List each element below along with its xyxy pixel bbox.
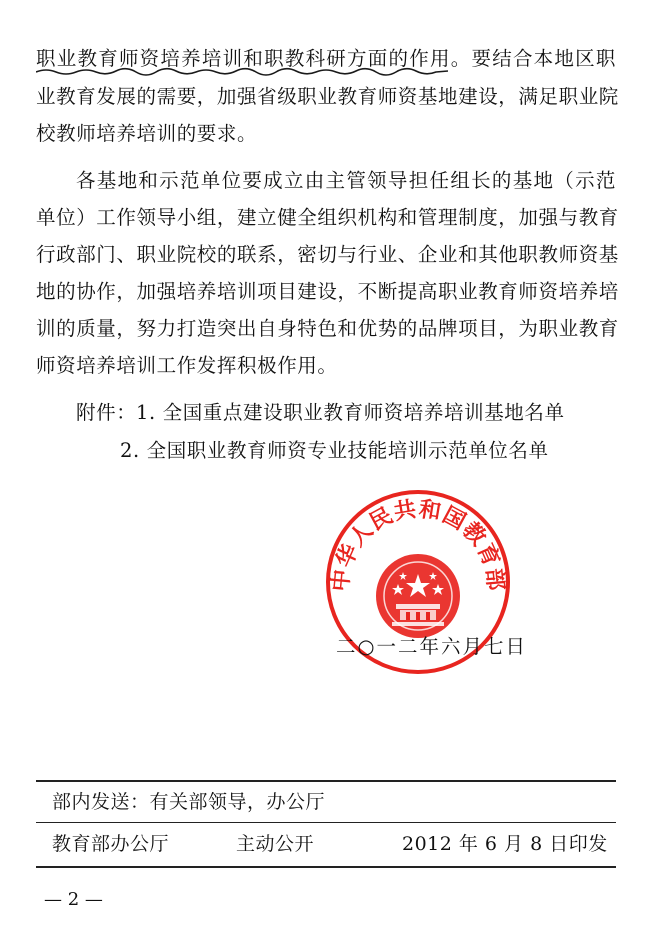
handwritten-underline <box>36 66 448 76</box>
body-line-3: 校教师培养培训的要求。 <box>36 122 258 145</box>
attachment-item-1: 1. 全国重点建设职业教育师资培养培训基地名单 <box>136 401 565 424</box>
distribution-line: 部内发送：有关部领导，办公厅 <box>52 791 326 813</box>
print-date: 2012 年 6 月 8 日印发 <box>402 833 608 855</box>
footer-bottom-rule <box>36 866 616 868</box>
body-line-6: 行政部门、职业院校的联系，密切与行业、企业和其他职教师资基 <box>36 243 619 266</box>
attachment-item-2: 2. 全国职业教育师资专业技能培训示范单位名单 <box>120 439 549 462</box>
body-line-4: 各基地和示范单位要成立由主管领导担任组长的基地（示范 <box>76 169 616 192</box>
footer-top-rule <box>36 780 616 782</box>
national-emblem-icon <box>376 554 460 638</box>
body-line-2: 业教育发展的需要，加强省级职业教育师资基地建设，满足职业院 <box>36 85 619 108</box>
attachment-label: 附件： <box>76 401 137 424</box>
page-number: — 2 — <box>44 889 103 910</box>
disclosure-status: 主动公开 <box>236 833 315 855</box>
body-line-5: 单位）工作领导小组，建立健全组织机构和管理制度，加强与教育 <box>36 206 619 229</box>
svg-text:中华人民共和国教育部: 中华人民共和国教育部 <box>327 496 509 593</box>
body-line-1: 职业教育师资培养培训和职教科研方面的作用。要结合本地区职 <box>36 47 616 70</box>
body-line-7: 地的协作，加强培养培训项目建设，不断提高职业教育师资培养培 <box>36 280 619 303</box>
body-line-8: 训的质量，努力打造突出自身特色和优势的品牌项目，为职业教育 <box>36 317 619 340</box>
issuer-name: 教育部办公厅 <box>52 833 170 855</box>
footer-middle-rule <box>36 822 616 823</box>
signing-date: 二○一二年六月七日 <box>336 635 528 658</box>
body-line-9: 师资培养培训工作发挥积极作用。 <box>36 354 338 377</box>
